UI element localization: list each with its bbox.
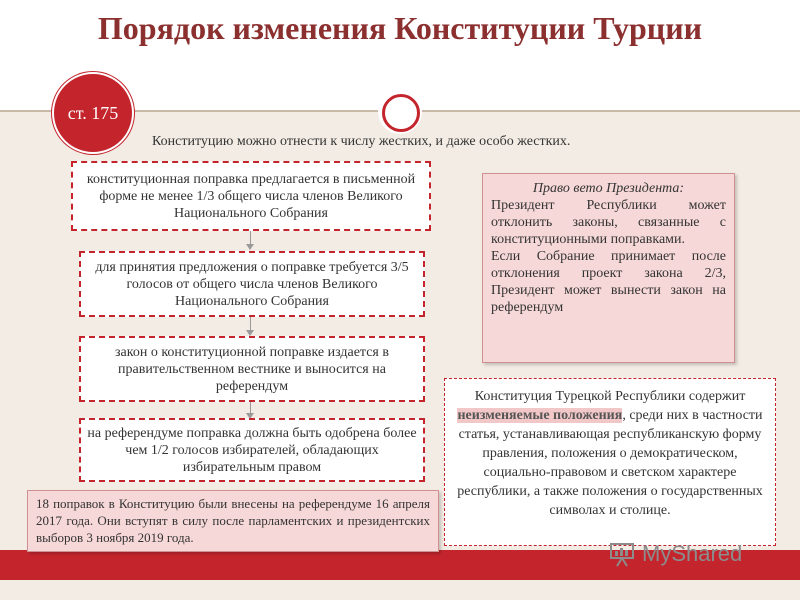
veto-paragraph-1: Президент Республики может отклонить законы, связанные с конституционными поправками.: [491, 198, 726, 247]
circle-ornament-ring: [382, 94, 420, 132]
referendum-note: 18 поправок в Конституцию были внесены на референдуме 16 апреля 2017 года. Они вступят в силу после парламентских и президентских выборов 3 ноября 2019 года.: [27, 490, 439, 552]
unchangeable-text-after: , среди них в частности статья, устанавливающая республиканскую форму правления, положения о демократическом, социально-правовом и светском характере республики, а также положения о государственных символах и столице.: [457, 408, 763, 518]
unchangeable-provisions-box: [444, 378, 776, 546]
veto-box: [482, 173, 735, 363]
watermark: [608, 538, 742, 570]
presentation-icon: [608, 540, 636, 568]
footer-strip: [0, 580, 800, 600]
intro-text: Конституцию можно отнести к числу жестких, и даже особо жестких.: [152, 134, 571, 149]
step-box-3: закон о конституционной поправке издается в правительственном вестнике и выносится на референдум: [79, 336, 425, 402]
unchangeable-text-before: Конституция Турецкой Республики содержит: [474, 389, 746, 404]
step-box-2: для принятия предложения о поправке требуется 3/5 голосов от общего числа членов Великого Национального Собрания: [79, 251, 425, 317]
veto-paragraph-2: Если Собрание принимает после отклонения проект закона 2/3, Президент может вынести закон на референдум: [491, 249, 726, 315]
step-box-1: конституционная поправка предлагается в письменной форме не менее 1/3 общего числа членов Великого Национального Собрания: [71, 161, 431, 231]
unchangeable-highlight: неизменяемые положения: [457, 408, 623, 423]
page-title: Порядок изменения Конституции Турции: [97, 10, 703, 46]
step-box-4: на референдуме поправка должна быть одобрена более чем 1/2 голосов избирателей, обладающих избирательным правом: [79, 418, 425, 482]
arrow-head-1: [246, 244, 254, 250]
article-badge: ст. 175: [52, 72, 134, 154]
watermark-text: MyShared: [642, 541, 743, 566]
veto-title: Право вето Президента:: [532, 181, 685, 196]
arrow-1: [250, 231, 251, 245]
arrow-2: [250, 317, 251, 331]
